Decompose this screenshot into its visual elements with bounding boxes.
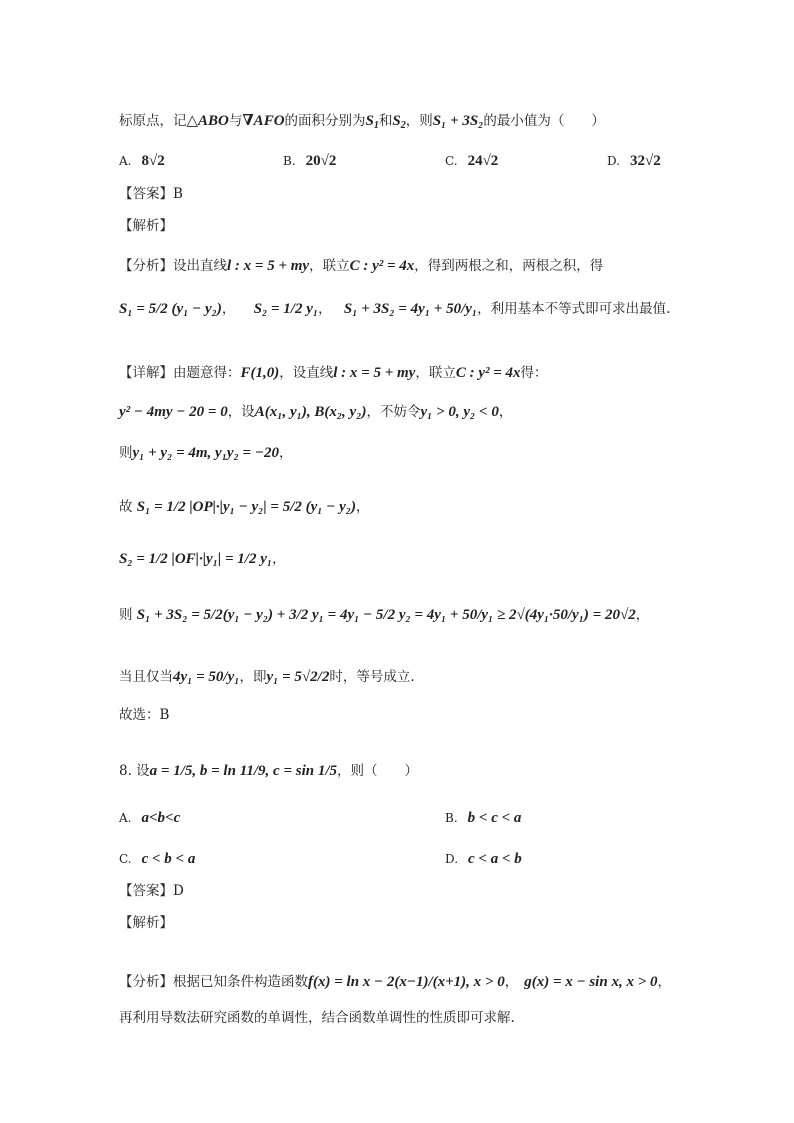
intersection-points: A(x₁, y₁), B(x₂, y₂) bbox=[254, 404, 367, 420]
q7-analysis-title: 【解析】 bbox=[119, 218, 173, 234]
q7-fenxi-line2: S₁ = 5/2 (y₁ − y₂)， S₂ = 1/2 y₁， S₁ + 3S₂ = 4y₁ + 50/y₁，利用基本不等式即可求出最值. bbox=[119, 301, 671, 317]
f-function: f(x) = ln x − 2(x−1)/(x+1), x > 0 bbox=[308, 974, 505, 990]
sum-formula: S₁ + 3S₂ = 4y₁ + 50/y₁ bbox=[343, 301, 478, 317]
y1-value: y₁ = 5√2/2 bbox=[266, 669, 330, 685]
q8-option-c: C. c < b < a bbox=[119, 851, 196, 867]
triangle-afo: ∇AFO bbox=[242, 113, 285, 129]
q7-option-c: C. 24√2 bbox=[445, 153, 499, 169]
q7-prefix: 标原点，记 bbox=[119, 113, 187, 129]
q8-option-b: B. b < c < a bbox=[445, 810, 522, 826]
s1-derivation: S₁ = 1/2 |OP|·|y₁ − y₂| = 5/2 (y₁ − y₂) bbox=[136, 499, 356, 515]
q7-answer: 【答案】B bbox=[119, 186, 183, 202]
q7-expression: S₁ + 3S₂ bbox=[432, 113, 484, 129]
inequality-derivation: S₁ + 3S₂ = 5/2(y₁ − y₂) + 3/2 y₁ = 4y₁ − 5/2 y₂ = 4y₁ + 50/y₁ ≥ 2√(4y₁·50/y₁) = 20√2 bbox=[136, 607, 636, 623]
q8-analysis-title: 【解析】 bbox=[119, 915, 173, 931]
q7-option-d: D. 32√2 bbox=[607, 153, 661, 169]
s2-symbol: $S_2$ bbox=[392, 113, 406, 131]
parabola-equation: C : y² = 4x bbox=[349, 258, 415, 274]
q7-fenxi-line1: 【分析】设出直线l : x = 5 + my，联立C : y² = 4x，得到两根之和，两根之积，得 bbox=[119, 258, 604, 274]
g-function: g(x) = x − sin x, x > 0 bbox=[524, 974, 658, 990]
s1-symbol: $S_1$ bbox=[365, 113, 379, 131]
q7-detail-line7: 当且仅当4y₁ = 50/y₁，即y₁ = 5√2/2时，等号成立. bbox=[119, 669, 415, 685]
q8-answer: 【答案】D bbox=[119, 883, 184, 899]
q7-detail-line2: y² − 4my − 20 = 0，设A(x₁, y₁), B(x₂, y₂)，不妨令y₁ > 0, y₂ < 0， bbox=[119, 404, 513, 420]
q8-option-d: D. c < a < b bbox=[445, 851, 522, 867]
q7-option-a: A. 8√2 bbox=[119, 153, 165, 169]
triangle-abo: △ABO bbox=[186, 113, 229, 129]
q7-question-line bbox=[119, 114, 605, 131]
q7-mid3: ，则 bbox=[405, 113, 433, 129]
vieta-formula: y₁ + y₂ = 4m, y₁y₂ = −20 bbox=[132, 445, 279, 461]
focus-point: F(1,0) bbox=[240, 365, 280, 381]
q7-suffix: 的最小值为（ ） bbox=[483, 113, 605, 129]
q8-fenxi-line1: 【分析】根据已知条件构造函数f(x) = ln x − 2(x−1)/(x+1), x > 0， g(x) = x − sin x, x > 0， bbox=[119, 974, 671, 990]
q7-option-b: B. 20√2 bbox=[283, 153, 337, 169]
q8-question-line: 8. 设a = 1/5, b = ln 11/9, c = sin 1/5，则（ ） bbox=[119, 763, 419, 779]
q7-and: 和 bbox=[378, 113, 393, 129]
q8-fenxi-line2: 再利用导数法研究函数的单调性，结合函数单调性的性质即可求解. bbox=[119, 1010, 515, 1026]
q7-detail-line5: S₂ = 1/2 |OF|·|y₁| = 1/2 y₁， bbox=[119, 551, 286, 567]
line-equation: l : x = 5 + my bbox=[227, 258, 310, 274]
q8-option-a: A. a<b<c bbox=[119, 810, 181, 826]
q7-choice: 故选：B bbox=[119, 707, 170, 723]
q8-given-values: a = 1/5, b = ln 11/9, c = sin 1/5 bbox=[149, 763, 338, 779]
s1-formula: S₁ = 5/2 (y₁ − y₂) bbox=[119, 301, 222, 317]
q7-detail-line1: 【详解】由题意得：F(1,0)，设直线l : x = 5 + my，联立C : y² = 4x得： bbox=[119, 365, 548, 381]
equality-condition: 4y₁ = 50/y₁ bbox=[173, 669, 240, 685]
s2-formula: S₂ = 1/2 y₁ bbox=[253, 301, 319, 317]
q7-mid1: 与 bbox=[228, 113, 243, 129]
q7-mid2: 的面积分别为 bbox=[284, 113, 366, 129]
q7-detail-line4: 故 S₁ = 1/2 |OP|·|y₁ − y₂| = 5/2 (y₁ − y₂)， bbox=[119, 499, 370, 515]
sign-condition: y₁ > 0, y₂ < 0 bbox=[420, 404, 499, 420]
s2-derivation: S₂ = 1/2 |OF|·|y₁| = 1/2 y₁ bbox=[119, 551, 273, 567]
q7-detail-line6: 则 S₁ + 3S₂ = 5/2(y₁ − y₂) + 3/2 y₁ = 4y₁ − 5/2 y₂ = 4y₁ + 50/y₁ ≥ 2√(4y₁·50/y₁) = 20√2， bbox=[119, 607, 650, 623]
quadratic-equation: y² − 4my − 20 = 0 bbox=[119, 404, 228, 420]
q7-detail-line3: 则y₁ + y₂ = 4m, y₁y₂ = −20， bbox=[119, 445, 293, 461]
